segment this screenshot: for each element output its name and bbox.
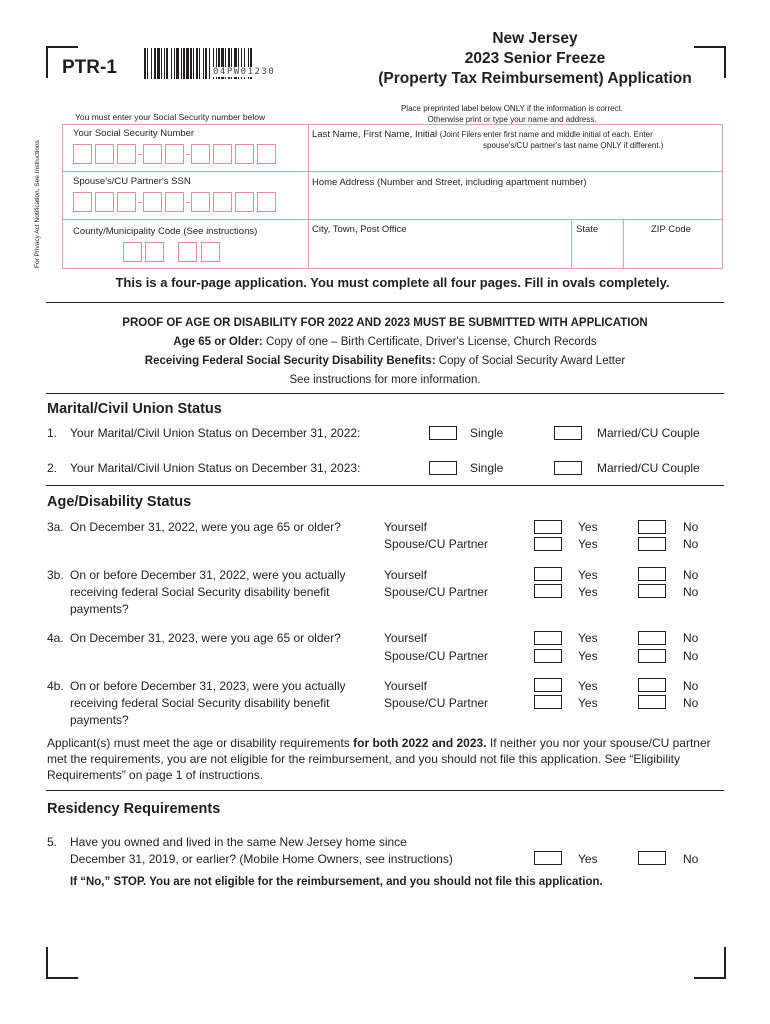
q3b-line-2: receiving federal Social Security disability benefit [70,585,330,599]
q3a-spouse-no: No [683,537,699,551]
q3b-yourself-yes-checkbox[interactable] [534,567,562,581]
residency-heading: Residency Requirements [47,801,221,817]
q3b-spouse-yes: Yes [578,585,598,599]
q2-number: 2. [47,461,58,475]
form-id: PTR-1 [62,57,117,78]
q1-single-checkbox[interactable] [429,426,457,440]
q3a-spouse-yes-checkbox[interactable] [534,537,562,551]
q5-line-1: Have you owned and lived in the same New Jersey home since [70,835,407,849]
barcode-number: 04PW01230 [213,67,276,77]
q3a-spouse-yes: Yes [578,537,598,551]
q3b-yourself: Yourself [384,568,427,582]
q1-text: Your Marital/Civil Union Status on December 31, 2022: [70,426,361,440]
q3b-yourself-no-checkbox[interactable] [638,567,666,581]
q1-married-label: Married/CU Couple [597,426,700,440]
q4b-spouse-no: No [683,696,699,710]
q2-single-checkbox[interactable] [429,461,457,475]
q3a-yourself-yes: Yes [578,520,598,534]
q4b-yourself-yes-checkbox[interactable] [534,678,562,692]
marital-heading: Marital/Civil Union Status [47,401,222,417]
q3a-spouse-no-checkbox[interactable] [638,537,666,551]
state-field[interactable] [576,224,598,235]
name-hint-2: spouse's/CU partner's last name ONLY if different.) [483,141,664,150]
q4b-line-3: payments? [70,713,129,727]
q5-yes-label: Yes [578,852,598,866]
crop-mark-bottom-left [46,947,78,979]
q3a-text: On December 31, 2022, were you age 65 or older? [70,520,341,534]
q4a-yourself-yes: Yes [578,631,598,645]
divider [46,790,724,791]
q3a-yourself-yes-checkbox[interactable] [534,520,562,534]
divider [46,393,724,394]
address-field[interactable] [312,177,587,188]
q5-line-2: December 31, 2019, or earlier? (Mobile Home Owners, see instructions) [70,852,453,866]
q5-no-label: No [683,852,699,866]
proof-see-instructions: See instructions for more information. [289,374,481,386]
q4a-yourself: Yourself [384,631,427,645]
q4b-spouse-yes: Yes [578,696,598,710]
q3b-yourself-no: No [683,568,699,582]
four-page-notice: This is a four-page application. You must complete all four pages. Fill in ovals completely. [115,275,670,290]
q4a-text: On December 31, 2023, were you age 65 or older? [70,631,341,645]
q3a-yourself-no-checkbox[interactable] [638,520,666,534]
q3b-spouse-no: No [683,585,699,599]
q5-no-checkbox[interactable] [638,851,666,865]
q4a-spouse-no-checkbox[interactable] [638,649,666,663]
zip-field[interactable] [651,224,691,235]
title-line-1: New Jersey [492,30,578,47]
zip-label: ZIP Code [651,224,691,235]
q4a-number: 4a. [47,631,64,645]
q4b-spouse-no-checkbox[interactable] [638,695,666,709]
q4b-yourself-no-checkbox[interactable] [638,678,666,692]
barcode [143,48,348,79]
q3a-number: 3a. [47,520,64,534]
divider [46,302,724,303]
crop-mark-bottom-right [694,947,726,979]
q2-married-checkbox[interactable] [554,461,582,475]
q3b-yourself-yes: Yes [578,568,598,582]
stop-notice: If “No,” STOP. You are not eligible for the reimbursement, and you should not file this application. [70,876,603,888]
q4b-yourself-no: No [683,679,699,693]
q4b-yourself-yes: Yes [578,679,598,693]
q2-married-label: Married/CU Couple [597,461,700,475]
spouse-ssn-label: Spouse's/CU Partner's SSN [73,176,191,187]
q1-married-checkbox[interactable] [554,426,582,440]
q1-single-label: Single [470,426,504,440]
q3a-spouse: Spouse/CU Partner [384,537,489,551]
q3a-yourself-no: No [683,520,699,534]
q4b-line-2: receiving federal Social Security disability benefit [70,696,330,710]
q4a-spouse-yes: Yes [578,649,598,663]
state-label: State [576,224,599,235]
county-code-label: County/Municipality Code (See instructions) [73,226,258,237]
proof-disability: Receiving Federal Social Security Disability Benefits: Copy of Social Security Award Letter [144,355,626,367]
q3b-line-1: On or before December 31, 2022, were you actually [70,568,346,582]
name-label: Last Name, First Name, Initial [312,129,438,140]
form-title [360,29,710,89]
q2-text: Your Marital/Civil Union Status on December 31, 2023: [70,461,361,475]
q3b-spouse: Spouse/CU Partner [384,585,489,599]
name-field[interactable] [312,129,653,140]
q3b-line-3: payments? [70,602,129,616]
q4b-number: 4b. [47,679,64,693]
address-label: Home Address (Number and Street, including apartment number) [312,177,587,188]
q4a-spouse: Spouse/CU Partner [384,649,489,663]
q4a-spouse-yes-checkbox[interactable] [534,649,562,663]
q3b-number: 3b. [47,568,64,582]
ssn-note: You must enter your Social Security number below [75,112,266,122]
q5-yes-checkbox[interactable] [534,851,562,865]
ssn-label: Your Social Security Number [73,128,195,139]
q4b-line-1: On or before December 31, 2023, were you actually [70,679,346,693]
name-hint: (Joint Filers enter first name and middle initial of each. Enter [439,130,653,139]
q4a-yourself-no: No [683,631,699,645]
q3b-spouse-yes-checkbox[interactable] [534,584,562,598]
title-line-2: 2023 Senior Freeze [464,50,606,67]
q3a-yourself: Yourself [384,520,427,534]
proof-age: Age 65 or Older: Copy of one – Birth Certificate, Driver's License, Church Records [173,336,597,348]
q4a-yourself-yes-checkbox[interactable] [534,631,562,645]
proof-section [46,314,724,390]
q4b-yourself: Yourself [384,679,427,693]
requirements-paragraph: Applicant(s) must meet the age or disability requirements for both 2022 and 2023. If neither you nor your spouse/CU partner met the requirements, you are not eligible for the reimbursement, and you should not file this application. See “Eligibility Requirements” on page 1 of instructions. [47,736,711,782]
city-label: City, Town, Post Office [312,224,407,235]
q5-number: 5. [47,835,58,849]
title-line-3: (Property Tax Reimbursement) Application [378,70,692,87]
q4b-spouse: Spouse/CU Partner [384,696,489,710]
privacy-note: For Privacy Act Notification, See Instructions [34,140,41,268]
q1-number: 1. [47,426,58,440]
city-field[interactable] [312,224,407,235]
divider [46,485,724,486]
q4b-spouse-yes-checkbox[interactable] [534,695,562,709]
label-note: Place preprinted label below ONLY if the information is correct. Otherwise print or type your name and address. [400,104,624,124]
q3b-spouse-no-checkbox[interactable] [638,584,666,598]
age-heading: Age/Disability Status [47,494,192,510]
q4a-spouse-no: No [683,649,699,663]
proof-heading: PROOF OF AGE OR DISABILITY FOR 2022 AND 2023 MUST BE SUBMITTED WITH APPLICATION [122,317,648,329]
q4a-yourself-no-checkbox[interactable] [638,631,666,645]
q2-single-label: Single [470,461,504,475]
taxpayer-info-grid [62,124,723,269]
